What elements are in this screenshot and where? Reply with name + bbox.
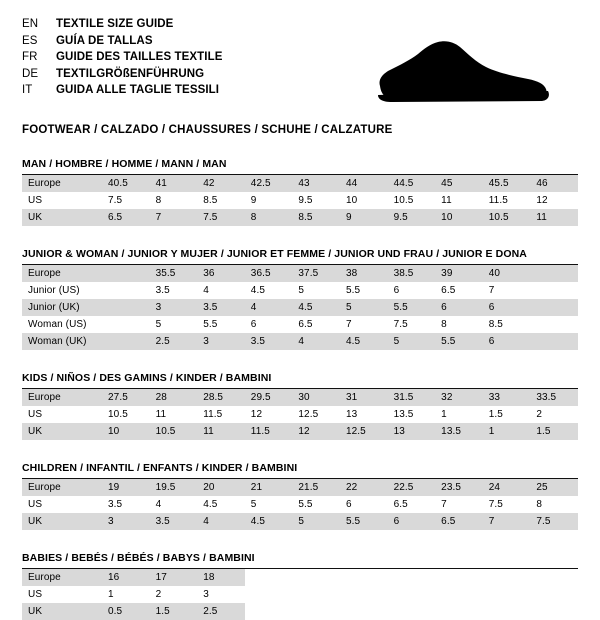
- size-cell: 46: [530, 175, 578, 192]
- size-cell: 27.5: [102, 389, 150, 406]
- size-cell: [530, 586, 578, 603]
- size-table: [22, 389, 578, 440]
- size-cell: 4.5: [203, 499, 218, 510]
- size-cell: 10: [345, 195, 358, 206]
- size-cell: 5.5: [203, 319, 218, 330]
- size-cell: 21.5: [292, 479, 340, 496]
- size-cell: 39: [435, 265, 483, 282]
- size-cell: 1.5: [488, 409, 503, 420]
- size-table: [22, 265, 578, 350]
- size-cell: 11: [530, 209, 578, 226]
- size-cell: [530, 299, 578, 316]
- size-cell: 3.5: [155, 285, 170, 296]
- row-label: Woman (US): [28, 319, 87, 330]
- size-cell: 8: [536, 499, 543, 510]
- size-cell: 25: [530, 479, 578, 496]
- table-row: [22, 423, 578, 440]
- size-cell: 5: [388, 333, 436, 350]
- size-cell: 44: [340, 175, 388, 192]
- size-cell: 9.5: [388, 209, 436, 226]
- table-row: [22, 192, 578, 209]
- language-code: EN: [22, 18, 39, 30]
- size-cell: 5: [250, 499, 257, 510]
- category-title: FOOTWEAR / CALZADO / CHAUSSURES / SCHUHE / CALZATURE: [22, 124, 393, 136]
- size-cell: 6: [435, 299, 483, 316]
- table-row: [22, 603, 578, 620]
- size-cell: 23.5: [435, 479, 483, 496]
- size-cell: 11: [197, 423, 245, 440]
- table-row: [22, 333, 578, 350]
- language-title: TEXTILGRÖßENFÜHRUNG: [56, 67, 205, 80]
- language-row: [22, 16, 223, 33]
- size-table: [22, 175, 578, 226]
- size-cell: [245, 586, 293, 603]
- size-cell: 17: [150, 569, 198, 586]
- size-cell: [388, 603, 436, 620]
- size-cell: 8: [245, 209, 293, 226]
- size-cell: 8.5: [203, 195, 218, 206]
- size-cell: [292, 603, 340, 620]
- dress-shoe-icon: [372, 38, 552, 110]
- size-cell: 6.5: [435, 513, 483, 530]
- size-cell: 6: [345, 499, 352, 510]
- size-cell: 9.5: [298, 195, 313, 206]
- size-cell: 7.5: [530, 513, 578, 530]
- size-cell: 28.5: [197, 389, 245, 406]
- size-cell: 4: [203, 285, 209, 296]
- size-cell: [245, 569, 293, 586]
- size-cell: 29.5: [245, 389, 293, 406]
- size-cell: [102, 333, 150, 350]
- size-cell: 8.5: [488, 319, 503, 330]
- size-cell: 1.5: [150, 603, 198, 620]
- size-cell: 10.5: [483, 209, 531, 226]
- row-label: Europe: [22, 175, 102, 192]
- size-cell: [483, 569, 531, 586]
- size-cell: 12.5: [298, 409, 319, 420]
- size-cell: 6: [483, 333, 531, 350]
- size-cell: 6: [388, 513, 436, 530]
- size-cell: 21: [245, 479, 293, 496]
- size-cell: 30: [292, 389, 340, 406]
- row-label: US: [28, 589, 43, 600]
- size-cell: 38.5: [388, 265, 436, 282]
- size-cell: 24: [483, 479, 531, 496]
- size-cell: 8: [155, 195, 162, 206]
- size-cell: 7.5: [197, 209, 245, 226]
- size-cell: [340, 603, 388, 620]
- group-man: [22, 158, 578, 226]
- row-label: UK: [22, 513, 102, 530]
- row-label: Europe: [22, 389, 102, 406]
- size-cell: 7.5: [108, 195, 123, 206]
- row-label: Junior (US): [28, 285, 80, 296]
- size-cell: 12.5: [340, 423, 388, 440]
- size-cell: 7: [441, 499, 447, 510]
- size-cell: 3: [197, 333, 245, 350]
- size-cell: 1: [483, 423, 531, 440]
- size-cell: 3: [203, 589, 209, 600]
- size-cell: 10: [102, 423, 150, 440]
- size-cell: 10: [435, 209, 483, 226]
- size-cell: 20: [197, 479, 245, 496]
- table-row: [22, 265, 578, 282]
- table-row: [22, 496, 578, 513]
- size-cell: 12: [250, 409, 263, 420]
- size-cell: 4.5: [250, 285, 265, 296]
- size-cell: 3.5: [245, 333, 293, 350]
- row-label: US: [28, 195, 43, 206]
- size-cell: 12: [292, 423, 340, 440]
- size-cell: 7.5: [488, 499, 503, 510]
- size-cell: 42.5: [245, 175, 293, 192]
- size-cell: 13: [388, 423, 436, 440]
- size-cell: 2.5: [197, 603, 245, 620]
- size-cell: [530, 603, 578, 620]
- size-cell: 43: [292, 175, 340, 192]
- size-cell: 0.5: [102, 603, 150, 620]
- size-cell: 3: [150, 299, 198, 316]
- size-cell: 11.5: [245, 423, 293, 440]
- group-kids: [22, 372, 578, 440]
- size-cell: 5.5: [340, 513, 388, 530]
- size-cell: 31: [340, 389, 388, 406]
- size-cell: 11.5: [203, 409, 223, 420]
- group-title: CHILDREN / INFANTIL / ENFANTS / KINDER / BAMBINI: [22, 462, 578, 479]
- size-cell: [530, 569, 578, 586]
- size-cell: 5.5: [435, 333, 483, 350]
- size-cell: [435, 569, 483, 586]
- size-cell: 4: [197, 513, 245, 530]
- language-row: [22, 82, 223, 99]
- size-cell: 2.5: [150, 333, 198, 350]
- table-row: [22, 389, 578, 406]
- size-cell: 5: [155, 319, 162, 330]
- size-cell: 7: [488, 285, 495, 296]
- size-cell: [340, 586, 388, 603]
- group-title: KIDS / NIÑOS / DES GAMINS / KINDER / BAMBINI: [22, 372, 578, 389]
- size-cell: 19: [102, 479, 150, 496]
- size-cell: 28: [150, 389, 198, 406]
- size-table: [22, 569, 578, 620]
- row-label: UK: [22, 209, 102, 226]
- size-cell: 45: [435, 175, 483, 192]
- size-cell: 4: [155, 499, 162, 510]
- row-label: Europe: [22, 479, 102, 496]
- row-label: US: [28, 499, 43, 510]
- group-title: MAN / HOMBRE / HOMME / MANN / MAN: [22, 158, 578, 175]
- size-cell: 5: [292, 513, 340, 530]
- size-cell: 37.5: [292, 265, 340, 282]
- size-cell: 22.5: [388, 479, 436, 496]
- table-row: [22, 479, 578, 496]
- language-title: GUÍA DE TALLAS: [56, 34, 153, 47]
- size-cell: [340, 569, 388, 586]
- size-cell: 7: [150, 209, 198, 226]
- table-row: [22, 406, 578, 423]
- group-junior-woman: [22, 248, 578, 350]
- size-cell: 11: [441, 195, 452, 206]
- size-cell: 33.5: [530, 389, 578, 406]
- size-cell: 5: [340, 299, 388, 316]
- language-row: [22, 33, 223, 50]
- size-cell: 40: [483, 265, 531, 282]
- size-cell: 13: [345, 409, 358, 420]
- size-cell: [102, 265, 150, 282]
- size-cell: [435, 603, 483, 620]
- size-cell: [388, 586, 436, 603]
- size-cell: 10.5: [108, 409, 128, 420]
- size-cell: [530, 282, 578, 299]
- table-row: [22, 175, 578, 192]
- size-cell: 40.5: [102, 175, 150, 192]
- size-cell: 11.5: [488, 195, 508, 206]
- size-cell: 11: [155, 409, 167, 420]
- size-cell: [483, 603, 531, 620]
- size-table: [22, 479, 578, 530]
- size-cell: [245, 603, 293, 620]
- table-row: [22, 209, 578, 226]
- table-row: [22, 569, 578, 586]
- size-cell: 5: [298, 285, 305, 296]
- language-row: [22, 49, 223, 66]
- size-cell: 18: [197, 569, 245, 586]
- size-cell: 3.5: [150, 513, 198, 530]
- size-cell: 31.5: [388, 389, 436, 406]
- size-cell: 16: [102, 569, 150, 586]
- size-cell: 9: [250, 195, 257, 206]
- size-cell: 3: [102, 513, 150, 530]
- size-cell: 8.5: [292, 209, 340, 226]
- size-cell: 35.5: [150, 265, 198, 282]
- row-label: US: [28, 409, 43, 420]
- size-cell: 5.5: [298, 499, 313, 510]
- size-cell: 10.5: [393, 195, 414, 206]
- language-title: TEXTILE SIZE GUIDE: [56, 18, 174, 30]
- language-title: GUIDE DES TAILLES TEXTILE: [56, 51, 223, 63]
- size-cell: 1: [108, 589, 114, 600]
- size-cell: [530, 333, 578, 350]
- size-cell: 7.5: [393, 319, 408, 330]
- size-cell: 5.5: [345, 285, 361, 296]
- table-row: [22, 316, 578, 333]
- size-cell: 3.5: [197, 299, 245, 316]
- table-row: [22, 513, 578, 530]
- size-cell: 8: [441, 319, 447, 330]
- language-code: DE: [22, 67, 39, 80]
- size-cell: 41: [150, 175, 198, 192]
- group-title: JUNIOR & WOMAN / JUNIOR Y MUJER / JUNIOR ET FEMME / JUNIOR UND FRAU / JUNIOR E DONA: [22, 248, 578, 265]
- size-cell: 4: [292, 333, 340, 350]
- size-cell: 7: [345, 319, 352, 330]
- size-cell: [102, 282, 150, 299]
- size-cell: 6.5: [393, 499, 408, 510]
- table-row: [22, 299, 578, 316]
- size-cell: 33: [483, 389, 531, 406]
- size-cell: 6: [393, 285, 400, 296]
- size-cell: 6: [483, 299, 531, 316]
- language-row: [22, 66, 223, 83]
- size-cell: 10.5: [150, 423, 198, 440]
- size-cell: 32: [435, 389, 483, 406]
- size-cell: 4: [245, 299, 293, 316]
- row-label: UK: [22, 603, 102, 620]
- group-babies: [22, 552, 578, 620]
- size-cell: 42: [197, 175, 245, 192]
- size-cell: 2: [536, 409, 543, 420]
- size-cell: 22: [340, 479, 388, 496]
- size-cell: 1: [441, 409, 447, 420]
- size-cell: 7: [483, 513, 531, 530]
- size-cell: 5.5: [388, 299, 436, 316]
- size-cell: 6.5: [441, 285, 456, 296]
- size-cell: 44.5: [388, 175, 436, 192]
- row-label: Europe: [22, 569, 102, 586]
- size-cell: 36.5: [245, 265, 293, 282]
- size-cell: [292, 586, 340, 603]
- row-label: Woman (UK): [22, 333, 102, 350]
- size-cell: 45.5: [483, 175, 531, 192]
- size-cell: 9: [340, 209, 388, 226]
- size-cell: [102, 299, 150, 316]
- size-cell: [530, 265, 578, 282]
- row-label: Junior (UK): [22, 299, 102, 316]
- size-cell: [435, 586, 483, 603]
- group-title: BABIES / BEBÉS / BÉBÉS / BABYS / BAMBINI: [22, 552, 578, 569]
- size-cell: [530, 316, 578, 333]
- size-cell: 13.5: [393, 409, 414, 420]
- size-cell: [483, 586, 531, 603]
- size-cell: 13.5: [435, 423, 483, 440]
- size-cell: [292, 569, 340, 586]
- language-title: GUIDA ALLE TAGLIE TESSILI: [56, 84, 220, 96]
- size-cell: 38: [340, 265, 388, 282]
- table-row: [22, 282, 578, 299]
- language-code: IT: [22, 84, 33, 96]
- language-title-list: [22, 16, 223, 99]
- size-cell: 3.5: [108, 499, 123, 510]
- group-children: [22, 462, 578, 530]
- page-header: [22, 16, 578, 108]
- row-label: UK: [22, 423, 102, 440]
- size-cell: 2: [155, 589, 162, 600]
- size-cell: 36: [197, 265, 245, 282]
- size-cell: 6: [250, 319, 257, 330]
- table-row: [22, 586, 578, 603]
- size-cell: 12: [536, 195, 548, 206]
- size-cell: 19.5: [150, 479, 198, 496]
- size-cell: [388, 569, 436, 586]
- size-cell: 6.5: [102, 209, 150, 226]
- language-code: FR: [22, 51, 38, 63]
- size-cell: 4.5: [340, 333, 388, 350]
- size-cell: 4.5: [292, 299, 340, 316]
- row-label: Europe: [22, 265, 102, 282]
- size-cell: 6.5: [298, 319, 313, 330]
- language-code: ES: [22, 34, 38, 47]
- size-cell: 4.5: [245, 513, 293, 530]
- size-cell: [102, 316, 150, 333]
- size-cell: 1.5: [530, 423, 578, 440]
